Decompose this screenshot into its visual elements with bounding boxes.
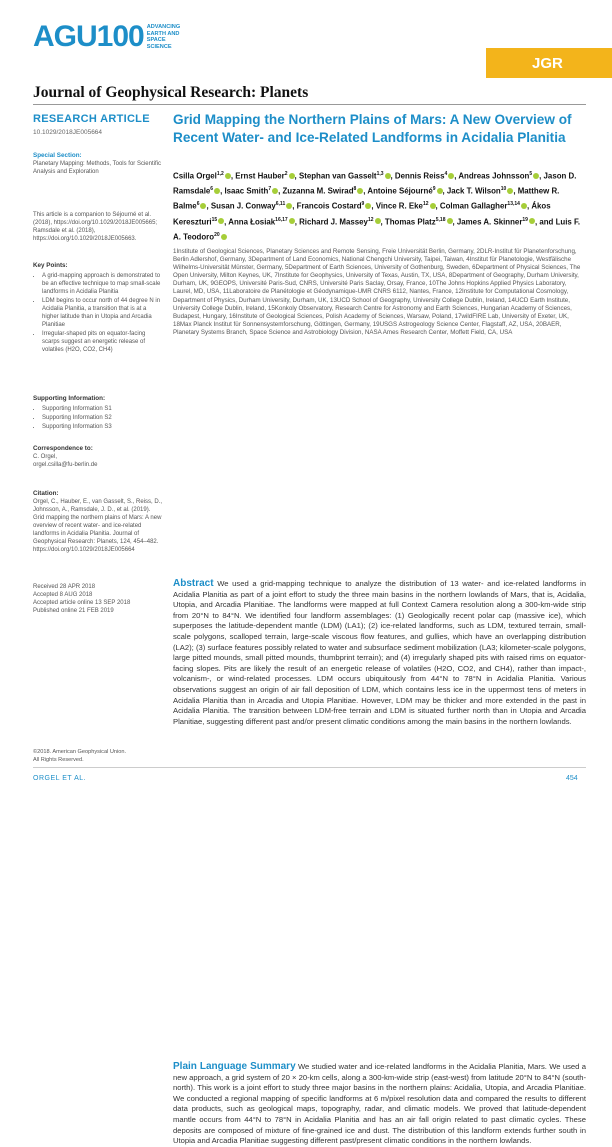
affiliations: 1Institute of Geological Sciences, Planetary Sciences and Remote Sensing, Freie Universität Berlin, Germany, 2DLR-Institut für Planetenforschung, Berlin Adlershof, Germany, 3Department of Land Economics, National Chengchi University, Taipei, Taiwan, 4Institut für Planetologie, Westfälische Wilhelms-Universität Münster, Germany, 5Department of Earth Sciences, University of Gothenburg, Sweden, 6Department of Physical Sciences, The Open University, Milton Keynes, UK, 7Institute for Geophysics, University of Texas, Austin, TX, USA, 8Department of Geography, Durham University, Durham, UK, 9GEOPS, Université Paris-Sud, CNRS, Université Paris Saclay, Orsay, France, 10The Johns Hopkins Applied Physics Laboratory, Laurel, MD, USA, 11Laboratoire de Planétologie et Géodynamique-UMR CNRS 6112, Nantes, France, 12Institute for Computational Cosmology, Department of Physics, Durham University, Durham, UK, 13UCD School of Geography, University College Dublin, Ireland, 14UCD Earth Institute, University College Dublin, Ireland, 15Konkoly Observatory, Research Centre for Astronomy and Earth Sciences, Hungarian Academy of Sciences, Budapest, Hungary, 16Institute of Geological Sciences, Polish Academy of Sciences, Warsaw, Poland, 17wildFIRE Lab, University of Exeter, UK, 18Max Planck Institut für Sonnensystemforschung, Göttingen, Germany, 19USGS Astrogeology Science Center, Flagstaff, AZ, USA, 20BAER, Planetary Systems Branch, Space Science and Astrobiology Division, NASA Ames Research Center, Moffett Field, CA, USA — [173, 248, 581, 336]
article-type: RESEARCH ARTICLE — [33, 113, 150, 125]
article-dates — [33, 583, 163, 615]
author-separator: , — [363, 186, 368, 196]
correspondence-email[interactable]: orgel.csilla@fu-berlin.de — [33, 462, 98, 468]
abstract-body: We used a grid-mapping technique to analyze the distribution of 13 water- and ice-related landforms in Acidalia Planitia as part of a joint effort to study the three main basins in the northern lowlands of Mars, that is, Acidalia, Utopia, and Arcadia Planitiae. The landforms were mapped at full Context Camera resolution along a 300-km-wide strip from 20°N to 84°N. We identified four landform assemblages: (1) Geologically recent polar cap (massive ice), which superposes the latitude-dependent mantle (LDM) (LA1); (2) ice-related landforms, such as LDM, textured terrain, small-scale polygons, scalloped terrain, large-scale viscous flow features, and gullies, which have an overlapping distribution (LA2); (3) surface features possibly related to water and subsurface sediment mobilization (LA3; kilometer-scale polygons, large pitted mounds, small pitted mounds, thumbprint terrain); and (4) irregularly shaped pits with raised rims on equator-facing slopes. Pits are likely the result of an energetic release of volatiles (H2O, CO2, and CH4), rather than impact-, volcanism-, or wind-related processes. LDM occurs ubiquitously from 44°N to 78°N in Acidalia Planitia. Various observations suggest an origin of air fall deposition of LDM, which contains less ice in the uppermost tens of meters in Acidalia Planitia than in Arcadia and Utopia Planitiae. However, LDM may be thicker and more extended in the past in Acidalia Planitia. The transition between LDM-free terrain and LDM is situated further north than in Utopia and Arcadia Planitiae, suggesting different past and/or present climatic conditions among the main basins in the northern lowlands. — [173, 579, 586, 726]
abstract — [173, 345, 586, 726]
author-separator: , — [539, 171, 544, 181]
author-affiliation-mark: 20 — [214, 231, 220, 238]
author-name[interactable]: Anna Łosiak — [228, 217, 276, 227]
author-name[interactable]: Susan J. Conway — [210, 202, 276, 212]
date-received: Received 28 APR 2018 — [33, 584, 96, 590]
article-doi[interactable]: 10.1029/2018JE005664 — [33, 129, 103, 136]
date-published: Published online 21 FEB 2019 — [33, 608, 114, 614]
author-affiliation-mark: 4 — [444, 171, 448, 177]
author-affiliation-mark: 7 — [268, 186, 272, 193]
author-separator: , — [294, 171, 299, 181]
key-points-heading: Key Points: — [33, 262, 68, 269]
author-affiliation-mark: 9 — [432, 186, 436, 193]
jgr-label: JGR — [532, 55, 563, 72]
correspondence-heading: Correspondence to: — [33, 445, 93, 452]
header-divider — [33, 104, 586, 105]
author-separator: , — [454, 171, 459, 181]
footer-divider — [33, 767, 586, 768]
supporting-heading: Supporting Information: — [33, 395, 106, 402]
author-name[interactable]: Jason D. Ramsdale — [173, 171, 577, 196]
author-name[interactable]: Richard J. Massey — [299, 217, 368, 227]
author-affiliation-mark: 5 — [529, 171, 533, 177]
logo-wordmark: AGU100 — [33, 20, 144, 53]
author-name[interactable]: Ákos Kereszturi — [173, 202, 551, 227]
author-affiliation-mark: 8 — [353, 186, 357, 193]
key-point-item: • Irregular-shaped pits on equator-facing scarps suggest an energetic release of volatiles (H2O, CO2, CH4) — [42, 330, 163, 354]
author-affiliation-mark: 12 — [367, 216, 374, 223]
supporting-information — [33, 395, 163, 432]
author-name[interactable]: Dennis Reiss — [394, 171, 445, 181]
date-accepted: Accepted 8 AUG 2018 — [33, 592, 93, 598]
author-affiliation-mark: 5,18 — [435, 216, 446, 223]
author-separator: , — [526, 202, 532, 212]
key-points — [33, 262, 163, 355]
author-name[interactable]: Thomas Platz — [384, 217, 436, 227]
author-affiliation-mark: 6 — [210, 186, 214, 193]
logo-tagline: ADVANCING EARTH AND SPACE SCIENCE — [146, 24, 181, 50]
supporting-link[interactable]: • Supporting Information S3 — [42, 423, 163, 431]
author-separator: , — [380, 217, 385, 227]
agu100-logo[interactable] — [33, 20, 181, 64]
author-name[interactable]: Andreas Johnsson — [458, 171, 530, 181]
journal-title: Journal of Geophysical Research: Planets — [33, 84, 309, 101]
author-affiliation-mark: 13,14 — [507, 201, 520, 208]
author-separator: , and — [534, 217, 556, 227]
author-separator: , — [513, 186, 518, 196]
author-separator: , — [292, 202, 297, 212]
author-name[interactable]: Colman Gallagher — [439, 202, 508, 212]
correspondence — [33, 445, 163, 469]
special-section — [33, 152, 163, 176]
author-separator: , — [220, 186, 225, 196]
author-separator: , — [294, 217, 300, 227]
author-affiliation-mark: 9 — [361, 201, 365, 208]
page-number: 454 — [566, 775, 578, 782]
copyright — [33, 749, 173, 764]
author-name[interactable]: Matthew R. Balme — [173, 186, 560, 212]
author-name[interactable]: Ernst Hauber — [235, 171, 285, 181]
author-affiliation-mark: 16,17 — [275, 216, 288, 223]
author-separator: , — [435, 202, 440, 212]
author-separator: , — [278, 186, 283, 196]
author-name[interactable]: Luis F. A. Teodoro — [173, 217, 581, 242]
author-affiliation-mark: 10 — [500, 186, 507, 193]
author-name[interactable]: James A. Skinner — [456, 217, 523, 227]
author-name[interactable]: Csilla Orgel — [173, 171, 217, 181]
running-author: ORGEL ET AL. — [33, 775, 87, 782]
author-name[interactable]: Stephan van Gasselt — [298, 171, 377, 181]
key-points-list — [33, 272, 163, 354]
author-separator: , — [206, 202, 211, 212]
special-section-body[interactable]: Planetary Mapping: Methods, Tools for Scientific Analysis and Exploration — [33, 161, 161, 175]
date-online: Accepted article online 13 SEP 2018 — [33, 600, 131, 606]
author-affiliation-mark: 2 — [284, 171, 288, 177]
author-affiliation-mark: 1,3 — [376, 171, 384, 177]
rights-line: All Rights Reserved. — [33, 756, 84, 763]
pls-body: We studied water and ice-related landforms in the Acidalia Planitia, Mars. We used a new approach, a grid system of 20 × 20-km cells, along a 300-km-wide strip (east-west) from latitude 20°N to 84°N (south-north). This work is a joint effort to study three major basins in the northern plains: Acidalia, Utopia, and Arcadia Planitiae. We conducted a regional mapping of specific landforms at 6 m/pixel resolution data and compared the results to different data products, such as geological maps, topography, radar, and climatic models. We proved that latitude-dependent mantle occurs from 44°N to 78°N in Acidalia Planitia and has an air fall origin related to past climatic cycles. These deposits are composed of mixture of fine-grained ice and dust. The distribution of this landform extends further south in Utopia and Arcadia Planitiae suggesting different past/present climatic conditions in the northern lowlands. — [173, 1062, 586, 1146]
author-list — [173, 168, 586, 244]
supporting-list — [33, 405, 163, 431]
copyright-line: ©2018. American Geophysical Union. — [33, 749, 127, 755]
author-name[interactable]: Jack T. Wilson — [446, 186, 501, 196]
key-point-item: • LDM begins to occur north of 44 degree N in Acidalia Planitia, a transition that is at a higher latitude than in Utopia and Arcadia Planitiae — [42, 297, 163, 329]
author-separator: , — [371, 202, 376, 212]
abstract-heading: Abstract — [173, 578, 214, 589]
correspondence-name: C. Orgel, — [33, 454, 58, 460]
author-affiliation-mark: 1,2 — [216, 171, 224, 177]
supporting-link[interactable]: • Supporting Information S2 — [42, 414, 163, 422]
author-separator: , — [390, 171, 395, 181]
author-affiliation-mark: 6 — [196, 201, 200, 208]
orcid-icon[interactable] — [221, 234, 227, 240]
author-name[interactable]: Isaac Smith — [224, 186, 269, 196]
pls-heading: Plain Language Summary — [173, 1061, 296, 1072]
special-section-heading: Special Section: — [33, 152, 82, 159]
author-name[interactable]: Francois Costard — [296, 202, 362, 212]
author-name[interactable]: Zuzanna M. Swirad — [282, 186, 354, 196]
author-name[interactable]: Vince R. Eke — [375, 202, 423, 212]
citation-text[interactable]: Orgel, C., Hauber, E., van Gasselt, S., Reiss, D., Johnsson, A., Ramsdale, J. D., et al. (2019). Grid mapping the northern plains of Mars: A new overview of recent water- and ice-related landforms in Acidalia Planitia. Journal of Geophysical Research: Planets, 124, 454–482. https://doi.org/10.1029/2018JE005664 — [33, 499, 163, 553]
author-separator: , — [452, 217, 457, 227]
author-separator: , — [230, 171, 236, 181]
author-name[interactable]: Antoine Séjourné — [367, 186, 433, 196]
citation-heading: Citation: — [33, 490, 59, 497]
author-affiliation-mark: 15 — [211, 216, 218, 223]
author-affiliation-mark: 19 — [522, 216, 528, 223]
author-separator: , — [442, 186, 447, 196]
article-title: Grid Mapping the Northern Plains of Mars: A New Overview of Recent Water- and Ice-Related Landforms in Acidalia Planitia — [173, 112, 572, 145]
author-separator: , — [224, 217, 229, 227]
companion-note[interactable]: This article is a companion to Séjourné et al. (2018), https://doi.org/10.1029/2018JE005665; Ramsdale et al. (2018), https://doi.org/10.1029/2018JE005663. — [33, 212, 158, 242]
citation — [33, 490, 163, 554]
supporting-link[interactable]: • Supporting Information S1 — [42, 405, 163, 413]
key-point-item: • A grid-mapping approach is demonstrated to be an effective technique to map small-scale landforms in Acidalia Planitia — [42, 272, 163, 296]
author-affiliation-mark: 12 — [422, 201, 429, 208]
author-affiliation-mark: 6,11 — [275, 201, 286, 208]
jgr-banner — [486, 48, 612, 78]
